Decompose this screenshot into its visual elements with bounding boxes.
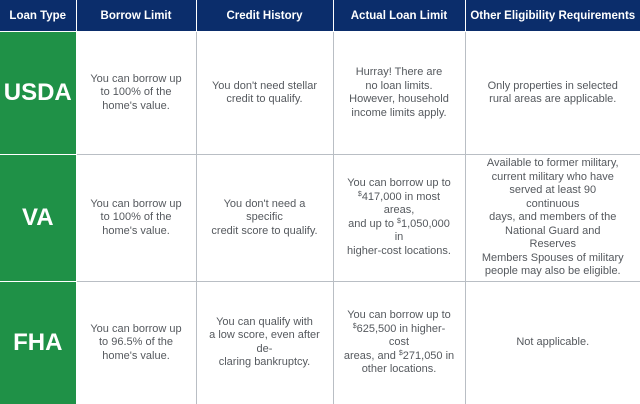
text-line: other locations. [361,363,437,375]
other-requirements-usda: Only properties in selected rural areas are applicable. [465,32,640,155]
currency-symbol: $ [398,349,403,357]
text-line: in most areas, [383,190,441,217]
text-line: in [394,231,404,244]
loan-type-fha: FHA [0,281,76,404]
header-actual-loan-limit: Actual Loan Limit [333,0,465,32]
header-borrow-limit: Borrow Limit [76,0,196,32]
table-row-va [0,155,640,282]
currency-symbol: $ [357,190,362,198]
loan-amount: 417,000 [361,190,402,203]
header-loan-type: Loan Type [0,0,76,32]
borrow-limit-va: You can borrow up to 100% of the home's value. [76,155,196,282]
loan-type-va: VA [0,155,76,282]
header-row [0,0,640,32]
loan-amount: 1,050,000 [400,217,450,230]
table-row-fha [0,281,640,404]
table-row-usda [0,32,640,155]
other-requirements-fha: Not applicable. [465,281,640,404]
loan-type-usda: USDA [0,32,76,155]
currency-symbol: $ [397,217,401,225]
text-line: You can borrow up to [347,177,451,190]
loan-amount: 625,500 [356,322,397,335]
text-line: You can borrow up to [347,309,451,321]
text-line: areas, and [343,349,399,362]
credit-history-va: You don't need a specific credit score to qualify. [196,155,333,282]
header-credit-history: Credit History [196,0,333,32]
credit-history-usda: You don't need stellar credit to qualify. [196,32,333,155]
header-other-eligibility: Other Eligibility Requirements [465,0,640,32]
actual-loan-limit-fha [333,281,465,404]
text-line: higher-cost locations. [347,244,451,257]
currency-symbol: $ [352,322,357,330]
loan-amount: 271,050 [402,349,443,362]
borrow-limit-usda: You can borrow up to 100% of the home's value. [76,32,196,155]
text-line: in higher-cost [388,322,446,348]
text-line: in [442,349,455,362]
other-requirements-va: Available to former military, current military who have served at least 90 continuous days, and members of the National Guard and Reserves Members Spouses of military people may also be eligible. [465,155,640,282]
borrow-limit-fha: You can borrow up to 96.5% of the home's value. [76,281,196,404]
text-line: and up to [348,217,398,230]
actual-loan-limit-usda: Hurray! There are no loan limits. However, household income limits apply. [333,32,465,155]
actual-loan-limit-va [333,155,465,282]
credit-history-fha: You can qualify with a low score, even after de- claring bankruptcy. [196,281,333,404]
